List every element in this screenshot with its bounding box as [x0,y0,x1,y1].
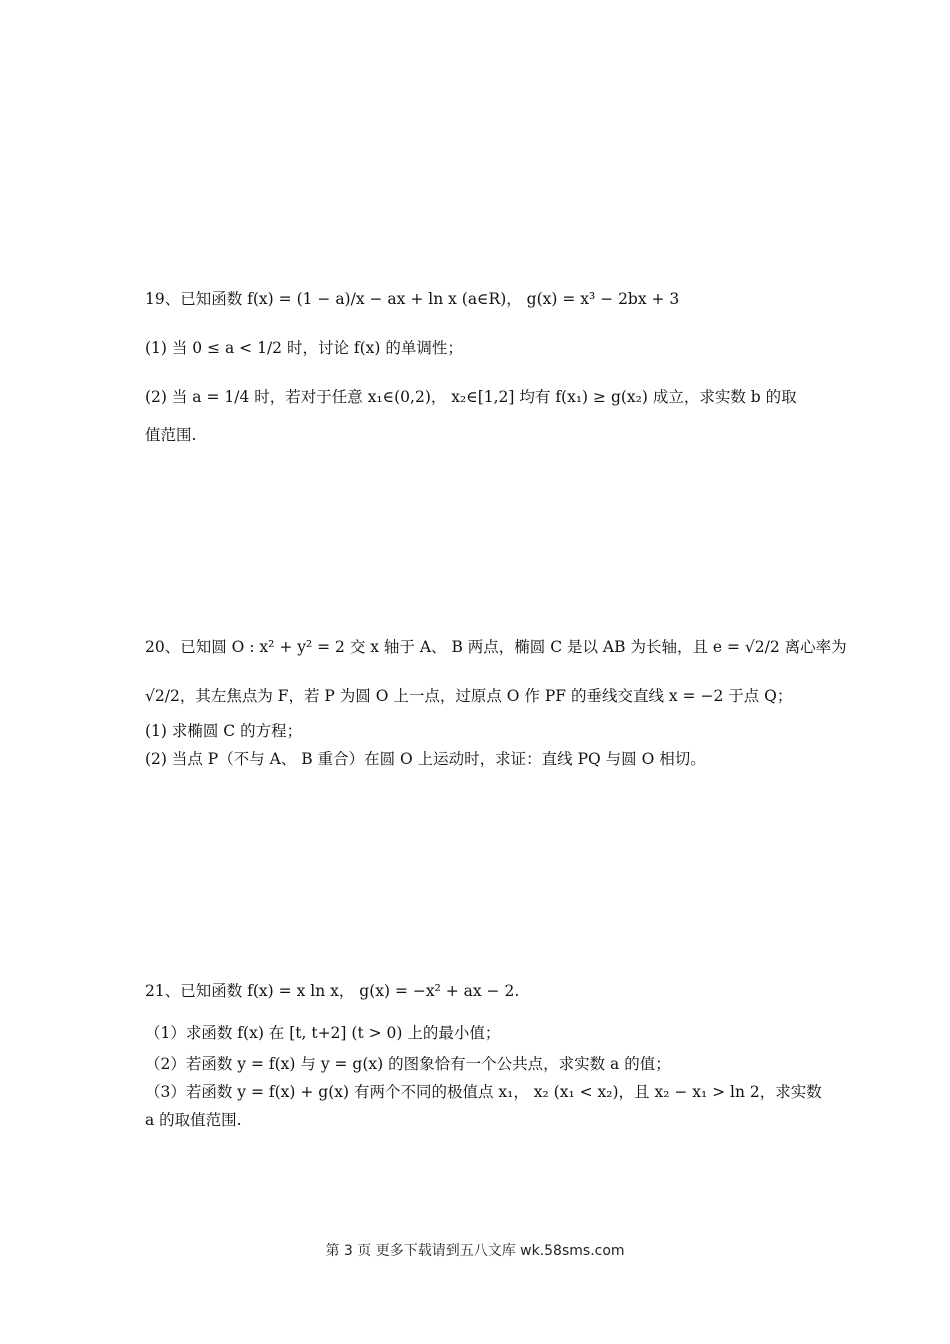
problem-20-line-3: (1) 求椭圆 C 的方程； [145,722,303,740]
page-footer: 第 3 页 更多下载请到五八文库 wk.58sms.com [325,1243,625,1259]
problem-19-line-1: 19、已知函数 f(x) = (1 − a)/x − ax + ln x (a∈R)， g(x) = x³ − 2bx + 3 [145,290,680,308]
problem-21-line-5: a 的取值范围. [145,1111,242,1129]
problem-21-line-3: （2）若函数 y = f(x) 与 y = g(x) 的图象恰有一个公共点，求实数 a 的值； [145,1055,671,1073]
problem-21-line-2: （1）求函数 f(x) 在 [t, t+2] (t > 0) 上的最小值； [145,1024,501,1042]
problem-20-line-4: (2) 当点 P（不与 A、 B 重合）在圆 O 上运动时，求证：直线 PQ 与圆 O 相切。 [145,750,706,768]
problem-19-line-3: (2) 当 a = 1/4 时，若对于任意 x₁∈(0,2)， x₂∈[1,2] 均有 f(x₁) ≥ g(x₂) 成立，求实数 b 的取 [145,388,797,406]
problem-21-line-4: （3）若函数 y = f(x) + g(x) 有两个不同的极值点 x₁， x₂ (x₁ < x₂)，且 x₂ − x₁ > ln 2，求实数 [145,1083,822,1101]
problem-20-line-1: 20、已知圆 O : x² + y² = 2 交 x 轴于 A、 B 两点，椭圆 C 是以 AB 为长轴，且 e = √2/2 离心率为 [145,638,847,656]
problem-19-line-2: (1) 当 0 ≤ a < 1/2 时，讨论 f(x) 的单调性； [145,339,463,357]
problem-19-line-4: 值范围. [145,426,197,444]
problem-20-line-2: √2/2，其左焦点为 F，若 P 为圆 O 上一点，过原点 O 作 PF 的垂线交直线 x = −2 于点 Q； [145,687,793,705]
problem-21-line-1: 21、已知函数 f(x) = x ln x， g(x) = −x² + ax − 2. [145,982,520,1000]
